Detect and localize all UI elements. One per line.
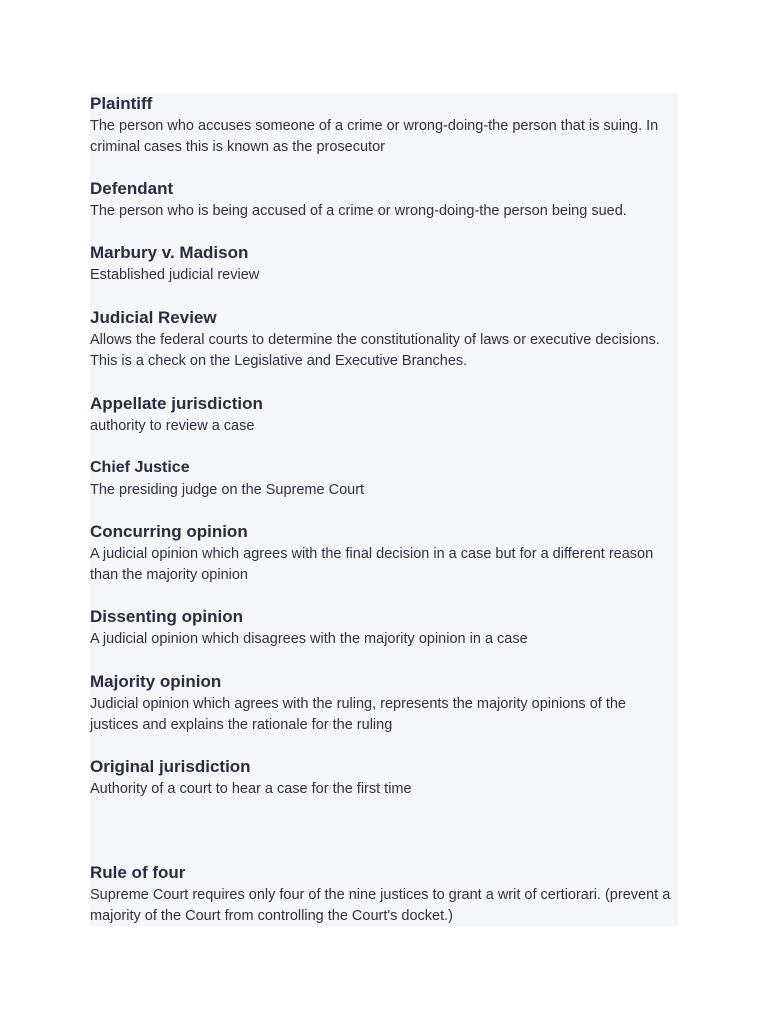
glossary-term xyxy=(90,308,678,371)
glossary-term xyxy=(90,607,678,650)
term-definition: Authority of a court to hear a case for the first time xyxy=(90,781,412,797)
glossary-term xyxy=(90,522,678,585)
glossary-term xyxy=(90,863,678,926)
term-definition: Allows the federal courts to determine the constitutionality of laws or executive decisions. This is a check on the Legislative and Executive Branches. xyxy=(90,332,660,369)
glossary-term xyxy=(90,757,678,800)
term-definition: A judicial opinion which agrees with the final decision in a case but for a different reason than the majority opinion xyxy=(90,546,654,583)
term-definition: authority to review a case xyxy=(90,418,255,434)
term-title: Majority opinion xyxy=(90,672,222,691)
term-definition: A judicial opinion which disagrees with the majority opinion in a case xyxy=(90,631,528,647)
term-title: Chief Justice xyxy=(90,459,190,476)
term-title: Judicial Review xyxy=(90,308,217,327)
term-definition: The person who is being accused of a crime or wrong-doing-the person being sued. xyxy=(90,203,627,219)
term-definition: The person who accuses someone of a crime or wrong-doing-the person that is suing. In criminal cases this is known as the prosecutor xyxy=(90,118,659,155)
glossary-term xyxy=(90,179,678,222)
term-title: Marbury v. Madison xyxy=(90,243,249,262)
glossary-term xyxy=(90,394,678,437)
glossary-list xyxy=(90,93,678,926)
term-definition: The presiding judge on the Supreme Court xyxy=(90,482,365,498)
term-definition: Established judicial review xyxy=(90,267,260,283)
term-title: Concurring opinion xyxy=(90,522,248,541)
term-title: Original jurisdiction xyxy=(90,757,251,776)
term-title: Appellate jurisdiction xyxy=(90,394,263,413)
glossary-term xyxy=(90,458,678,501)
glossary-term xyxy=(90,672,678,735)
term-title: Plaintiff xyxy=(90,94,153,113)
term-title: Dissenting opinion xyxy=(90,607,243,626)
term-definition: Supreme Court requires only four of the nine justices to grant a writ of certiorari. (prevent a majority of the Court from controlling the Court's docket.) xyxy=(90,887,671,924)
glossary-term xyxy=(90,243,678,286)
term-definition: Judicial opinion which agrees with the ruling, represents the majority opinions of the justices and explains the rationale for the ruling xyxy=(90,696,626,733)
glossary-term xyxy=(90,94,678,157)
term-title: Rule of four xyxy=(90,863,186,882)
term-title: Defendant xyxy=(90,179,174,198)
